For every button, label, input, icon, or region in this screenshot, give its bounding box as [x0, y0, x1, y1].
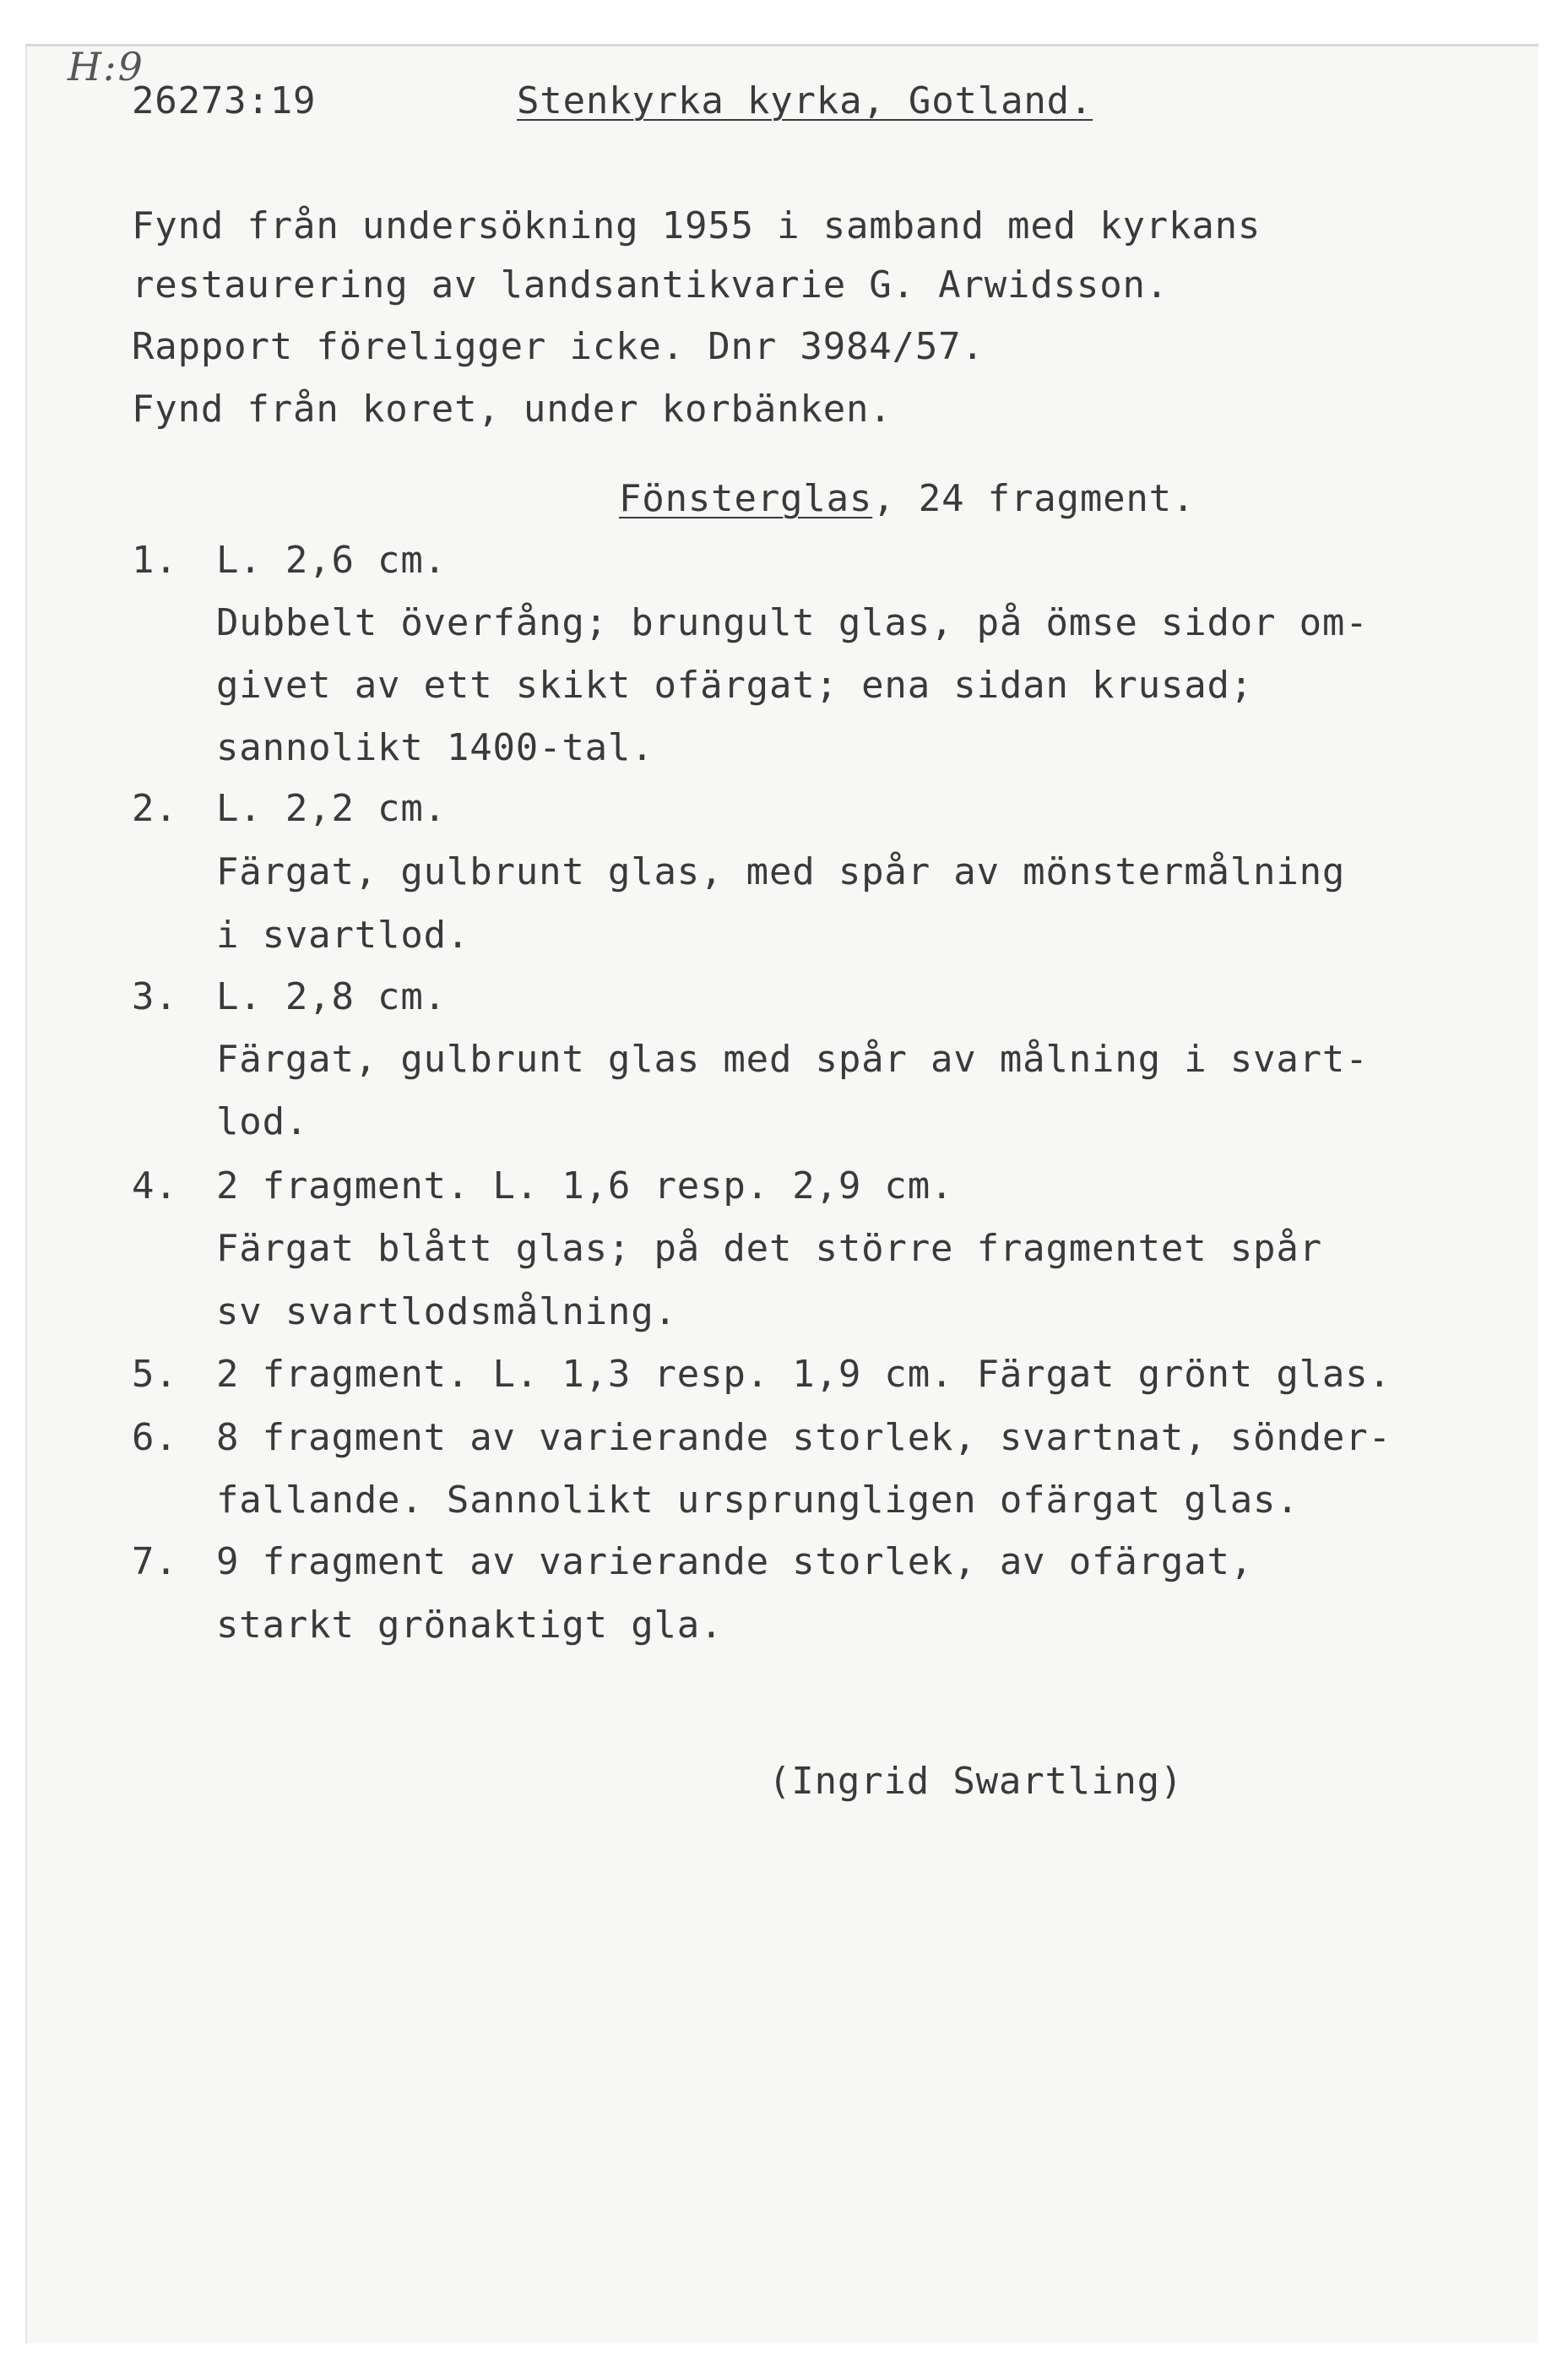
item-number: 6.	[132, 1416, 178, 1459]
item-line: Dubbelt överfång; brungult glas, på ömse sidor om-	[216, 601, 1369, 644]
item-number: 7.	[132, 1540, 178, 1583]
item-line: i svartlod.	[216, 914, 470, 957]
item-line: 2 fragment. L. 1,6 resp. 2,9 cm.	[216, 1164, 954, 1207]
item-number: 1.	[132, 539, 178, 582]
signature: (Ingrid Swartling)	[768, 1760, 1184, 1803]
item-number: 4.	[132, 1164, 178, 1207]
item-line: sannolikt 1400-tal.	[216, 726, 654, 769]
card-title: Stenkyrka kyrka, Gotland.	[517, 79, 1093, 122]
item-line: fallande. Sannolikt ursprungligen ofärgat glas.	[216, 1479, 1299, 1522]
item-line: Färgat, gulbrunt glas med spår av målning i svart-	[216, 1038, 1369, 1081]
item-number: 2.	[132, 787, 178, 830]
item-line: givet av ett skikt ofärgat; ena sidan krusad;	[216, 664, 1254, 707]
item-line: Färgat, gulbrunt glas, med spår av mönstermålning	[216, 850, 1346, 893]
handwritten-mark: H:9	[68, 44, 144, 90]
item-line: L. 2,2 cm.	[216, 787, 447, 830]
item-number: 5.	[132, 1353, 178, 1396]
item-line: 8 fragment av varierande storlek, svartnat, sönder-	[216, 1416, 1392, 1459]
intro-line: Fynd från koret, under korbänken.	[132, 388, 893, 431]
item-line: sv svartlodsmålning.	[216, 1290, 677, 1333]
item-line: starkt grönaktigt gla.	[216, 1604, 724, 1647]
intro-line: Fynd från undersökning 1955 i samband med kyrkans	[132, 204, 1261, 247]
section-heading	[619, 475, 1195, 523]
item-line: Färgat blått glas; på det större fragmentet spår	[216, 1227, 1322, 1270]
section-heading-label: Fönsterglas	[619, 477, 873, 520]
intro-line: restaurering av landsantikvarie G. Arwidsson.	[132, 263, 1169, 307]
item-line: 9 fragment av varierande storlek, av ofärgat,	[216, 1540, 1254, 1583]
item-line: lod.	[216, 1100, 309, 1143]
item-line: 2 fragment. L. 1,3 resp. 1,9 cm. Färgat grönt glas.	[216, 1353, 1392, 1396]
item-line: L. 2,6 cm.	[216, 539, 447, 582]
intro-line: Rapport föreligger icke. Dnr 3984/57.	[132, 325, 985, 368]
item-line: L. 2,8 cm.	[216, 975, 447, 1018]
item-number: 3.	[132, 975, 178, 1018]
section-heading-rest: , 24 fragment.	[872, 477, 1196, 520]
catalog-number: 26273:19	[132, 79, 317, 122]
